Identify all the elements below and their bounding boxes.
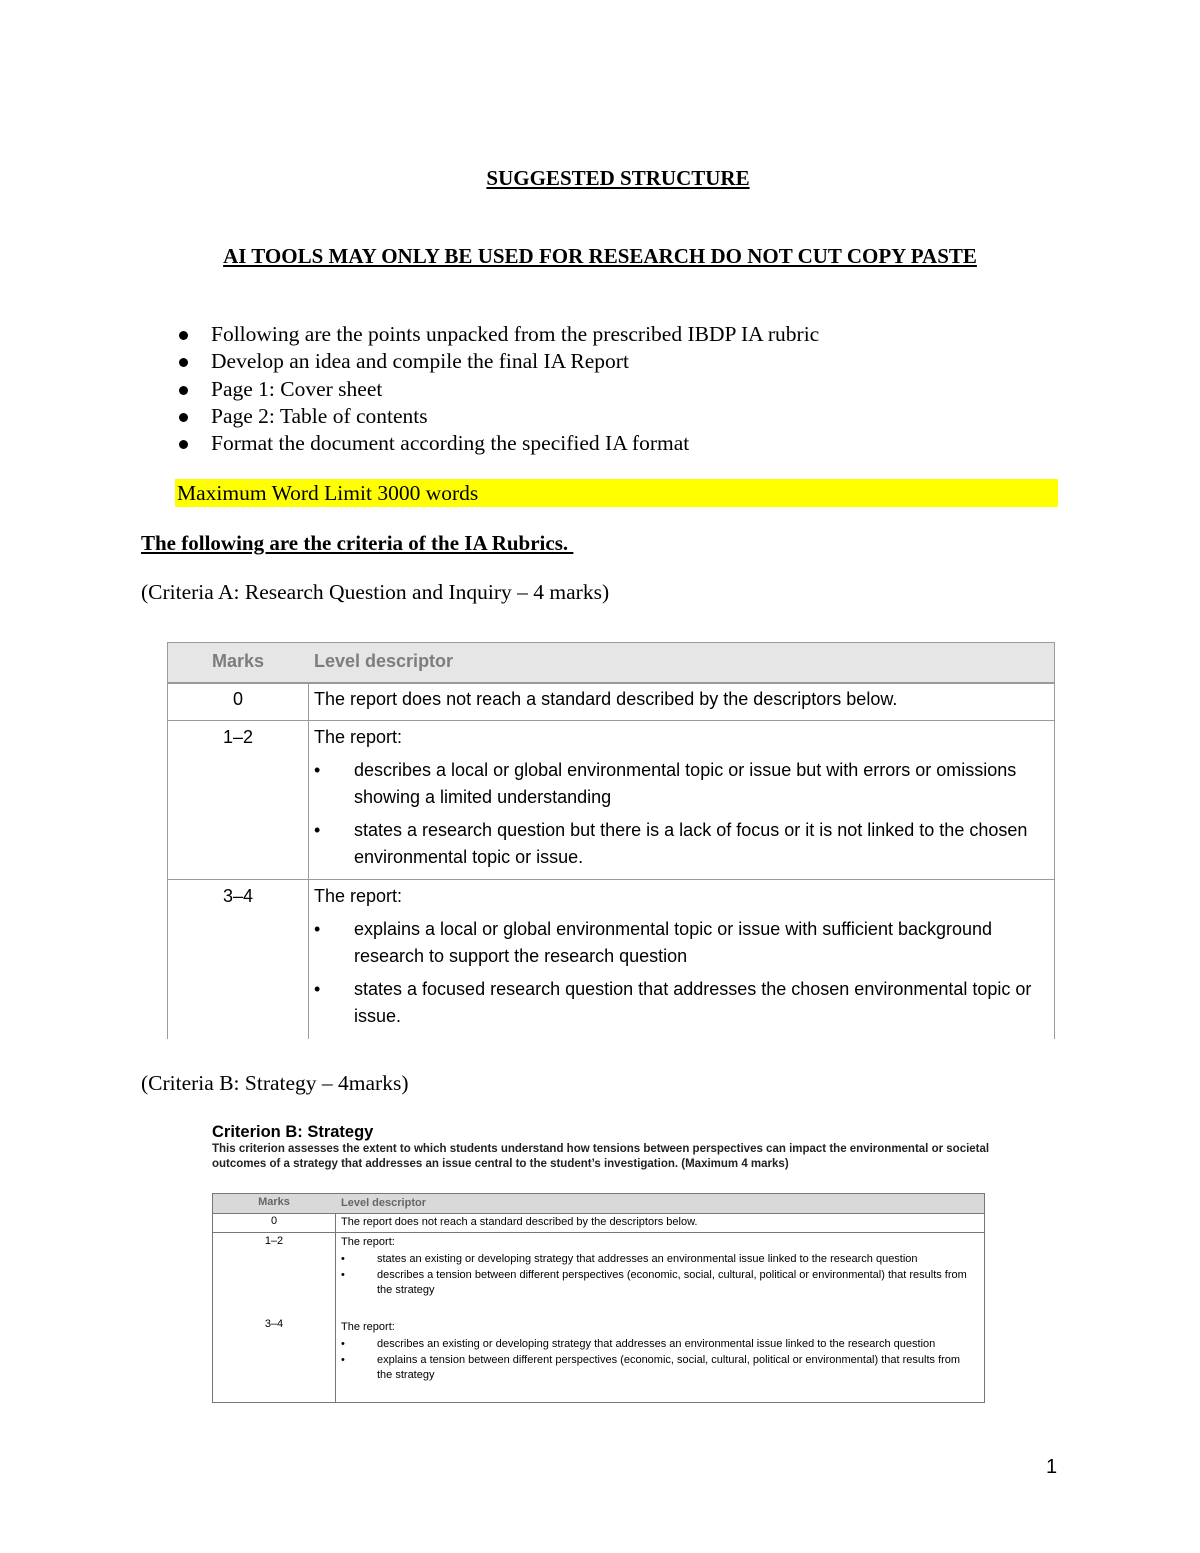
descriptor-header: Level descriptor — [314, 651, 454, 671]
descriptor-cell: The report: • states an existing or developing strategy that addresses an environmental issue linked to the research question • describes a tension between different perspectives (economic, social, cultural, political or environmental) that results from the strategy — [341, 1235, 978, 1297]
list-item: Page 1: Cover sheet — [176, 376, 819, 403]
descriptor-point: • explains a tension between different perspectives (economic, social, cultural, political or environmental) that results from the strategy — [341, 1354, 961, 1381]
list-item: Develop an idea and compile the final IA Report — [176, 348, 819, 375]
table-header-row — [168, 642, 1054, 684]
list-item: Following are the points unpacked from the prescribed IBDP IA rubric — [176, 321, 819, 348]
criteria-a-title: (Criteria A: Research Question and Inquiry – 4 marks) — [141, 580, 610, 604]
descriptor-cell: The report does not reach a standard described by the descriptors below. — [341, 1216, 698, 1228]
descriptor-point: • states a research question but there is a lack of focus or it is not linked to the chosen environmental topic or issue. — [314, 820, 1028, 867]
bullet-dot-icon — [179, 358, 188, 367]
bullet-dot-icon — [179, 413, 188, 422]
table-row — [168, 879, 1054, 1040]
descriptor-cell: The report: • describes a local or global environmental topic or issue but with errors or omissions showing a limited understanding • states a research question but there is a lack of focus or it is not linked to the chosen environmental topic or issue. — [314, 724, 1048, 871]
marks-header: Marks — [211, 651, 265, 671]
criteria-b-table — [212, 1193, 985, 1403]
page-title: SUGGESTED STRUCTURE — [486, 166, 750, 190]
descriptor-cell: The report: • describes an existing or developing strategy that addresses an environmental issue linked to the research question • explains a tension between different perspectives (economic, social, cultural, political or environmental) that results from the strategy — [341, 1320, 978, 1382]
bullet-list — [176, 321, 819, 457]
marks-cell: 1–2 — [222, 727, 254, 747]
bullet-dot-icon — [179, 440, 188, 449]
marks-cell: 3–4 — [264, 1318, 284, 1330]
marks-cell: 1–2 — [264, 1235, 284, 1247]
descriptor-point: • states a focused research question that addresses the chosen environmental topic or issue. — [314, 979, 1032, 1026]
table-header-row — [213, 1194, 984, 1214]
marks-cell: 3–4 — [222, 886, 254, 906]
marks-cell: 0 — [232, 689, 243, 709]
bullet-dot-icon — [179, 331, 188, 340]
marks-header: Marks — [258, 1196, 290, 1208]
descriptor-point: • describes a tension between different perspectives (economic, social, cultural, political or environmental) that results from the strategy — [341, 1269, 967, 1296]
descriptor-point: • explains a local or global environmental topic or issue with sufficient background research to support the research question — [314, 919, 993, 966]
list-item: Page 2: Table of contents — [176, 403, 819, 430]
criterion-b-heading: Criterion B: Strategy — [212, 1123, 374, 1141]
list-item: Format the document according the specified IA format — [176, 430, 819, 457]
descriptor-cell: The report: • explains a local or global environmental topic or issue with sufficient background research to support the research question • states a focused research question that addresses the chosen environmental topic or issue. — [314, 883, 1048, 1030]
table-row — [168, 682, 1054, 721]
ai-notice-heading: AI TOOLS MAY ONLY BE USED FOR RESEARCH DO NOT CUT COPY PASTE — [223, 244, 977, 268]
criteria-b-title: (Criteria B: Strategy – 4marks) — [141, 1071, 409, 1095]
descriptor-point: • describes an existing or developing strategy that addresses an environmental issue linked to the research question — [341, 1337, 936, 1350]
descriptor-point: • describes a local or global environmental topic or issue but with errors or omissions showing a limited understanding — [314, 760, 1017, 807]
page-number: 1 — [1046, 1456, 1058, 1478]
row-divider — [213, 1232, 984, 1233]
word-limit-highlight: Maximum Word Limit 3000 words — [175, 479, 1058, 507]
bullet-dot-icon — [179, 386, 188, 395]
descriptor-header: Level descriptor — [341, 1197, 426, 1209]
marks-cell: 0 — [270, 1215, 278, 1227]
column-divider — [335, 1194, 336, 1402]
criterion-b-description: This criterion assesses the extent to which students understand how tensions between perspectives can impact the environmental or societal outcomes of a strategy that addresses an issue central to the student’s investigation. (Maximum 4 marks) — [212, 1143, 990, 1170]
descriptor-point: • states an existing or developing strategy that addresses an environmental issue linked to the research question — [341, 1252, 918, 1265]
criteria-heading: The following are the criteria of the IA Rubrics. — [141, 531, 574, 555]
descriptor-cell: The report does not reach a standard described by the descriptors below. — [314, 689, 898, 709]
criteria-a-table — [167, 642, 1055, 1039]
table-row — [168, 720, 1054, 880]
